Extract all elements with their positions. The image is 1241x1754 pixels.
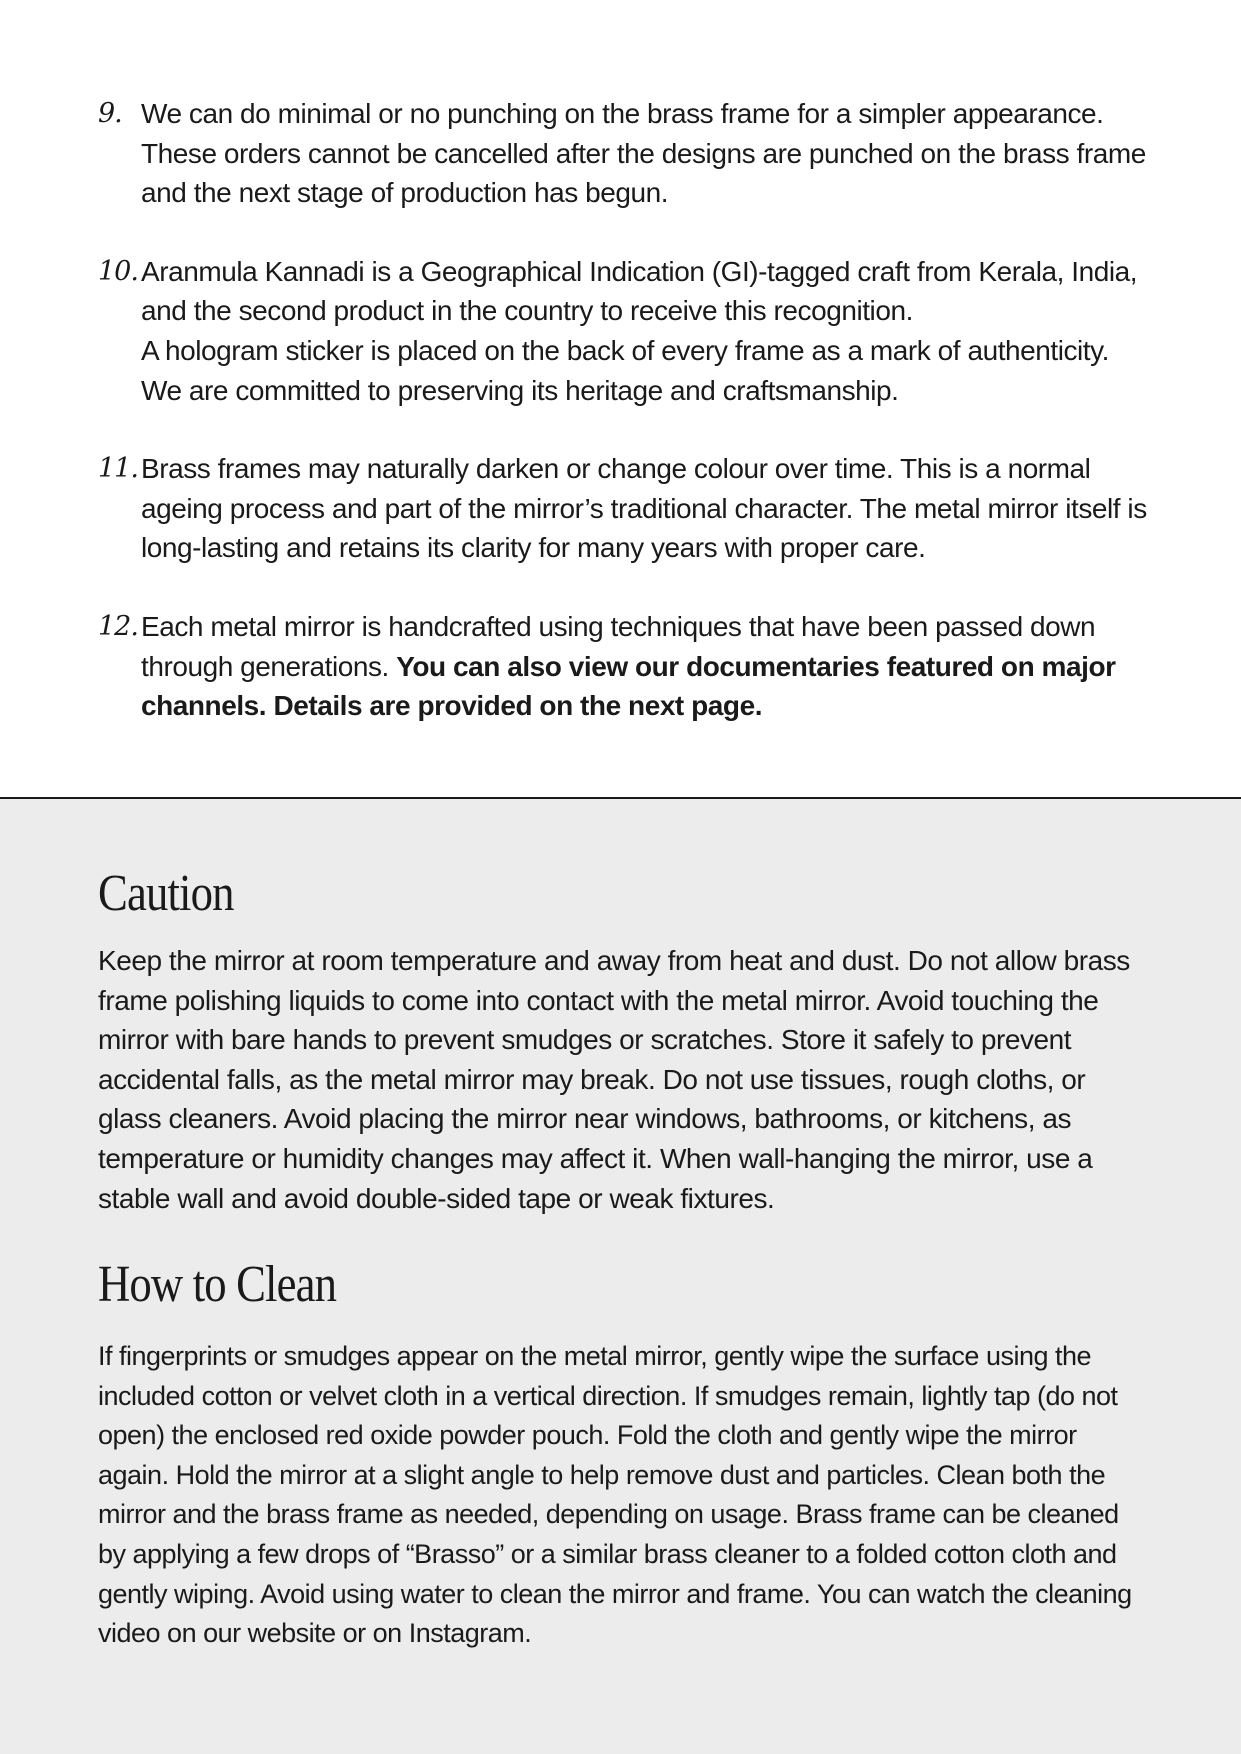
item-number: 11.: [98, 453, 138, 485]
item-number: 12.: [98, 610, 138, 642]
item-text: Each metal mirror is handcrafted using techniques that have been passed down through generations. You can also view our documentaries featured on major channels. Details are provided on the next page.: [141, 610, 1116, 722]
item-text: Aranmula Kannadi is a Geographical Indication (GI)-tagged craft from Kerala, India, and the second product in the country to receive this recognition. A hologram sticker is placed on the back of every frame as a mark of authenticity. We are committed to preserving its heritage and craftsmanship.: [141, 255, 1138, 406]
list-item: [98, 252, 1148, 410]
caution-heading: Caution: [98, 865, 234, 922]
list-item: [98, 94, 1148, 213]
numbered-notes-list: [98, 94, 1148, 765]
item-number: 10.: [98, 255, 138, 287]
bold-note: You can also view our documentaries featured on major channels. Details are provided on the next page.: [141, 650, 1116, 722]
list-item: [98, 449, 1148, 568]
list-item: [98, 607, 1148, 726]
notes-section: [0, 0, 1241, 798]
how-to-clean-text: If fingerprints or smudges appear on the metal mirror, gently wipe the surface using the included cotton or velvet cloth in a vertical direction. If smudges remain, lightly tap (do not open) the enclosed red oxide powder pouch. Fold the cloth and gently wipe the mirror again. Hold the mirror at a slight angle to help remove dust and particles. Clean both the mirror and the brass frame as needed, depending on usage. Brass frame can be cleaned by applying a few drops of “Brasso” or a similar brass cleaner to a folded cotton cloth and gently wiping. Avoid using water to clean the mirror and frame. You can watch the cleaning video on our website or on Instagram.: [98, 1341, 1132, 1649]
item-text: Brass frames may naturally darken or change colour over time. This is a normal ageing process and part of the mirror’s traditional character. The metal mirror itself is long-lasting and retains its clarity for many years with proper care.: [141, 453, 1147, 564]
item-number: 9.: [98, 98, 122, 129]
caution-text: Keep the mirror at room temperature and away from heat and dust. Do not allow brass frame polishing liquids to come into contact with the metal mirror. Avoid touching the mirror with bare hands to prevent smudges or scratches. Store it safely to prevent accidental falls, as the metal mirror may break. Do not use tissues, rough cloths, or glass cleaners. Avoid placing the mirror near windows, bathrooms, or kitchens, as temperature or humidity changes may affect it. When wall-hanging the mirror, use a stable wall and avoid double-sided tape or weak fixtures.: [98, 945, 1130, 1214]
how-to-clean-heading: How to Clean: [98, 1256, 337, 1313]
item-text: We can do minimal or no punching on the brass frame for a simpler appearance. These orders cannot be cancelled after the designs are punched on the brass frame and the next stage of production has begun.: [141, 98, 1146, 209]
